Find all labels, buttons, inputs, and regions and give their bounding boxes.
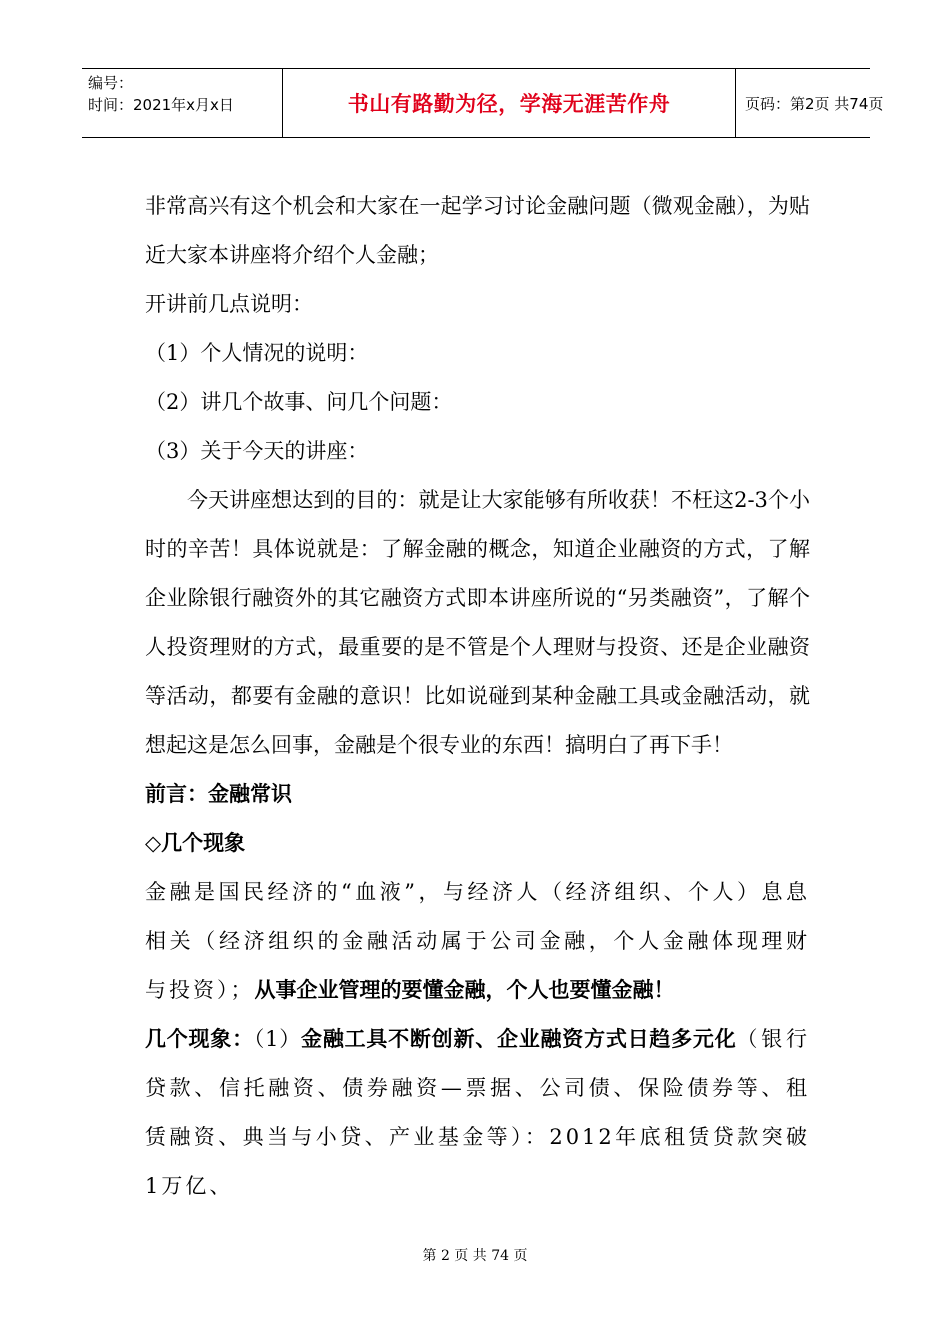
section-heading-preface: 前言：金融常识: [145, 782, 292, 806]
goal-paragraph: 今天讲座想达到的目的：就是让大家能够有所收获！不枉这2-3个小时的辛苦！具体说就是：了解金融的概念，知道企业融资的方式，了解企业除银行融资外的其它融资方式即本讲座所说的“另类融资”，了解个人投资理财的方式，最重要的是不管是个人理财与投资、还是企业融资等活动，都要有金融的意识！比如说碰到某种金融工具或金融活动，就想起这是怎么回事，金融是个很专业的东西！搞明白了再下手！: [145, 488, 810, 757]
finance-blood-emphasis: 从事企业管理的要懂金融，个人也要懂金融！: [254, 978, 675, 1002]
document-number-label: 编号：: [88, 74, 134, 92]
phenomena-item-emphasis: 金融工具不断创新、企业融资方式日趋多元化: [301, 1027, 737, 1051]
header-motto: 书山有路勤为径，学海无涯苦作舟: [347, 92, 671, 116]
finance-blood-text: 金融是国民经济的“血液”，与经济人（经济组织、个人）息息相关（经济组织的金融活动属于公司金融，个人金融体现理财与投资）；: [145, 880, 810, 1002]
finance-blood-paragraph: [145, 868, 810, 1015]
notes-intro: 开讲前几点说明：: [145, 292, 313, 316]
intro-paragraph: 非常高兴有这个机会和大家在一起学习讨论金融问题（微观金融），为贴近大家本讲座将介绍个人金融；: [145, 194, 810, 267]
document-body: [145, 182, 810, 1211]
subsection-heading-phenomena: ◇几个现象: [145, 831, 246, 855]
phenomena-lead: 几个现象：: [145, 1027, 254, 1051]
header-page-number: 页码：第2页 共74页: [745, 94, 884, 113]
note-item-3: （3）关于今天的讲座：: [145, 439, 369, 463]
phenomena-item-number: （1）: [253, 1027, 302, 1051]
page-footer: 第 2 页 共 74 页: [422, 1248, 528, 1264]
phenomena-item-detail: （银行贷款、信托融资、债券融资—票据、公司债、保险债券等、租赁融资、典当与小贷、产业基金等）：2012年底租赁贷款突破1万亿、: [145, 1027, 811, 1198]
note-item-1: （1）个人情况的说明：: [145, 341, 369, 365]
header-meta: [82, 69, 282, 137]
note-item-2: （2）讲几个故事、问几个问题：: [145, 390, 453, 414]
page-header: [82, 68, 884, 138]
header-motto-cell: [282, 69, 736, 137]
phenomena-paragraph: [145, 1015, 810, 1211]
document-date: 时间：2021年x月x日: [88, 96, 234, 114]
